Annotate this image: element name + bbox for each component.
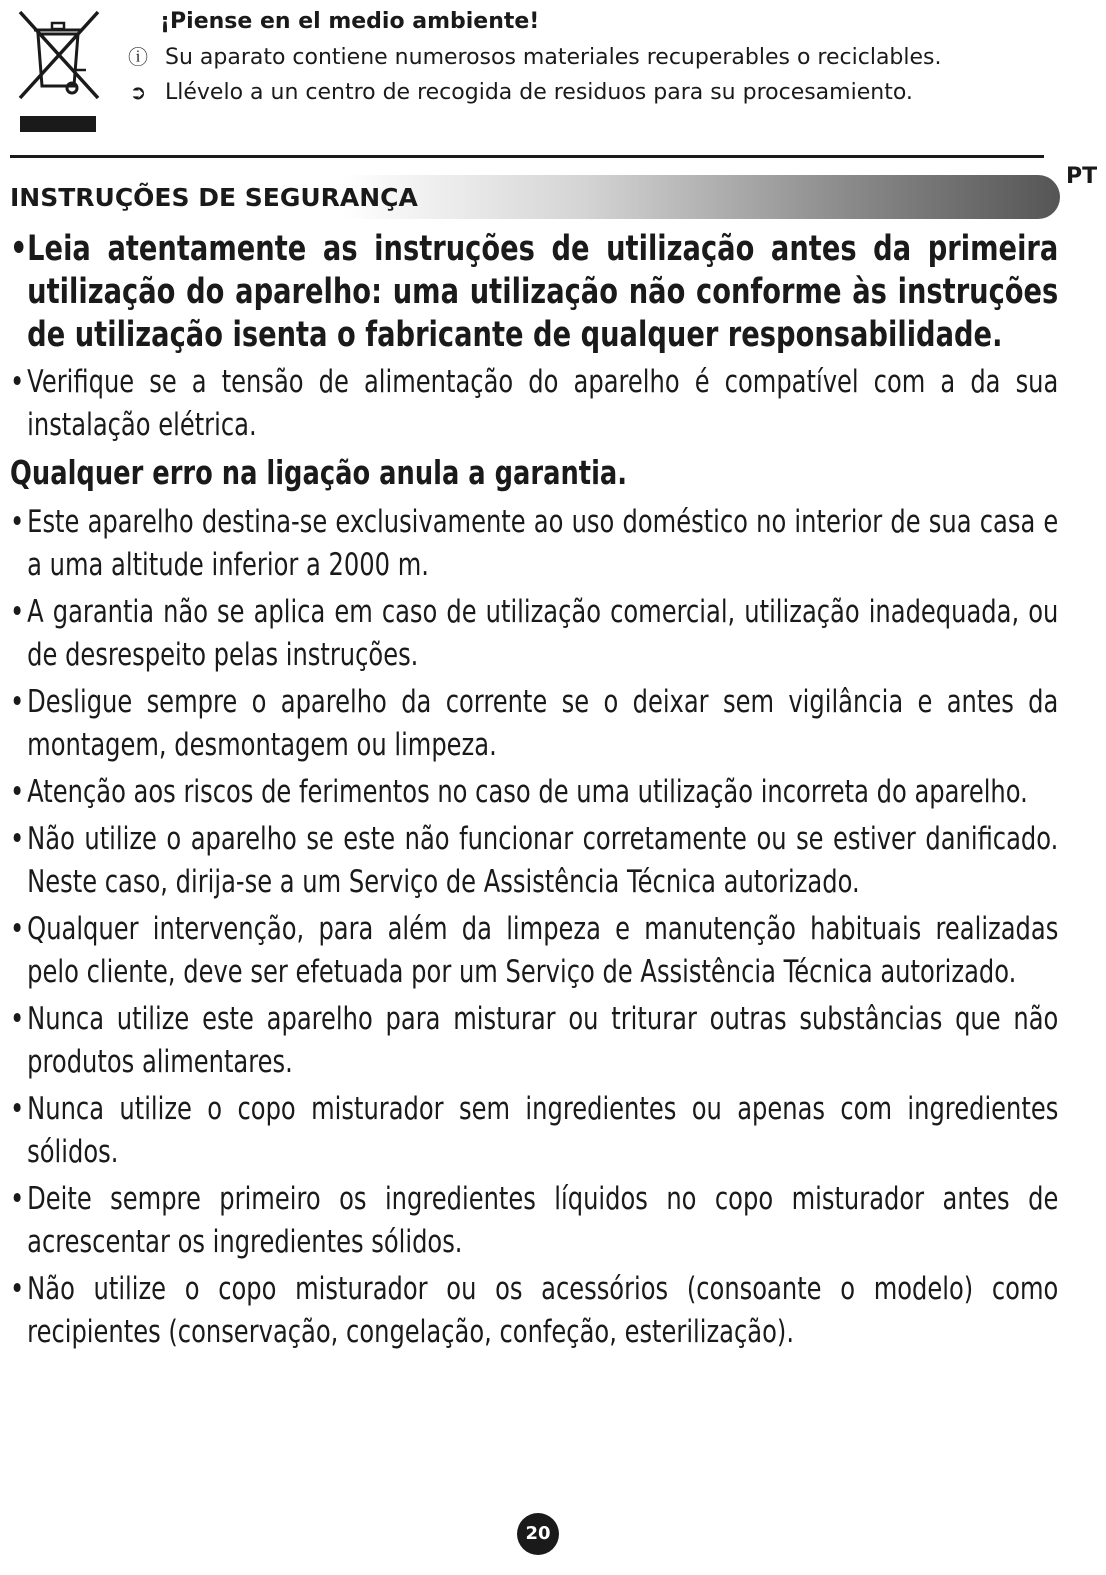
list-item: [10, 501, 1058, 587]
list-item-text: Este aparelho destina-se exclusivamente ao uso doméstico no interior de sua casa e a uma altitude inferior a 2000 m.: [27, 504, 1059, 583]
list-item: [10, 1178, 1058, 1264]
crossed-out-wheelie-bin-icon: [14, 8, 102, 136]
list-item-text: Atenção aos riscos de ferimentos no caso de uma utilização incorreta do aparelho.: [27, 774, 1028, 810]
bullet: •: [10, 594, 25, 630]
list-item-text: Leia atentamente as instruções de utilização antes da primeira utilização do aparelho: uma utilização não conforme às instruções de utilização isenta o fabricante de qualquer responsabilidade.: [27, 229, 1059, 355]
list-item-text: Nunca utilize o copo misturador sem ingredientes ou apenas com ingredientes sólidos.: [27, 1091, 1059, 1170]
list-item: [10, 591, 1058, 677]
page-number: 20: [517, 1513, 559, 1555]
divider: [10, 155, 1044, 158]
bullet: •: [10, 1181, 25, 1217]
bullet: •: [10, 1271, 25, 1307]
environment-title: ¡Piense en el medio ambiente!: [160, 9, 540, 34]
bullet: •: [10, 1091, 25, 1127]
bullet: •: [10, 504, 25, 540]
arrow-right-icon: ➲: [129, 80, 147, 104]
list-item-text: Qualquer intervenção, para além da limpeza e manutenção habituais realizadas pelo cliente, deve ser efetuada por um Serviço de Assistência Técnica autorizado.: [27, 911, 1059, 990]
list-item: [10, 228, 1058, 357]
warranty-warning: Qualquer erro na ligação anula a garantia.: [10, 453, 628, 492]
list-item: [10, 361, 1058, 447]
list-item-text: Desligue sempre o aparelho da corrente se o deixar sem vigilância e antes da montagem, desmontagem ou limpeza.: [27, 684, 1059, 763]
bullet: •: [10, 1001, 25, 1037]
list-item-text: Nunca utilize este aparelho para misturar ou triturar outras substâncias que não produtos alimentares.: [27, 1001, 1059, 1080]
bullet: •: [10, 821, 25, 857]
language-tag: PT: [1066, 164, 1098, 189]
list-item-text: Verifique se a tensão de alimentação do aparelho é compatível com a da sua instalação elétrica.: [27, 364, 1059, 443]
bullet: •: [10, 364, 25, 400]
list-item-text: Não utilize o aparelho se este não funcionar corretamente ou se estiver danificado. Neste caso, dirija-se a um Serviço de Assistência Técnica autorizado.: [27, 821, 1059, 900]
list-item: [10, 681, 1058, 767]
environment-line-text: Llévelo a un centro de recogida de residuos para su procesamiento.: [165, 80, 913, 105]
list-item: [10, 818, 1058, 904]
list-item-text: A garantia não se aplica em caso de utilização comercial, utilização inadequada, ou de desrespeito pelas instruções.: [27, 594, 1059, 673]
list-item: [10, 771, 1058, 814]
list-item: [10, 908, 1058, 994]
environment-line-recyclable: [118, 42, 942, 73]
list-item: [10, 1088, 1058, 1174]
list-item-text: Deite sempre primeiro os ingredientes líquidos no copo misturador antes de acrescentar os ingredientes sólidos.: [27, 1181, 1059, 1260]
bullet: •: [10, 911, 25, 947]
list-item: [10, 998, 1058, 1084]
environment-line-collection: [118, 77, 913, 108]
bullet: •: [10, 229, 28, 269]
bullet: •: [10, 774, 25, 810]
info-icon: ⓘ: [128, 45, 148, 69]
environment-line-text: Su aparato contiene numerosos materiales recuperables o reciclables.: [165, 45, 942, 70]
safety-instructions: [10, 228, 1059, 1358]
list-item-text: Não utilize o copo misturador ou os acessórios (consoante o modelo) como recipientes (conservação, congelação, confeção, esterilização).: [27, 1271, 1059, 1350]
bullet: •: [10, 684, 25, 720]
environment-notice: [0, 0, 1106, 140]
section-title: INSTRUÇÕES DE SEGURANÇA: [10, 183, 418, 212]
list-item: [10, 1268, 1058, 1354]
